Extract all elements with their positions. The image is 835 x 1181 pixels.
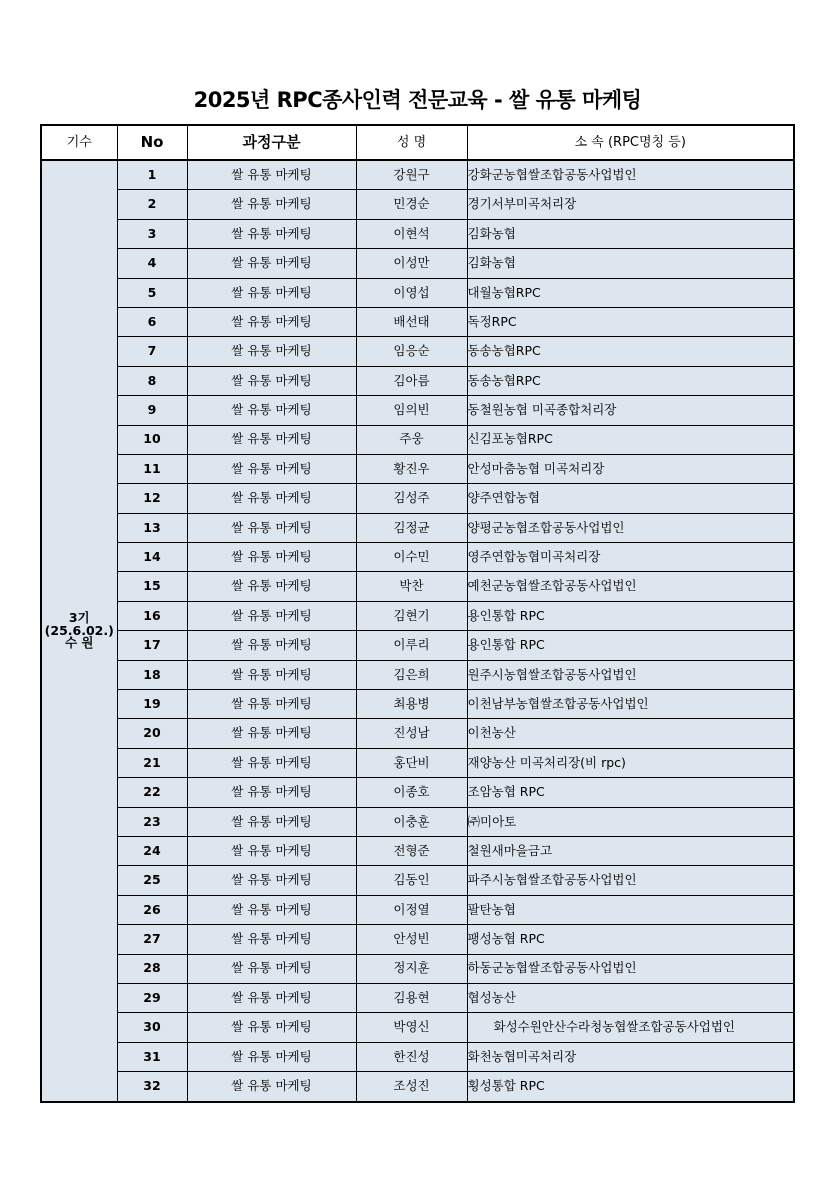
row-affiliation: 파주시농협쌀조합공동사업법인 bbox=[467, 866, 794, 895]
row-number: 23 bbox=[117, 807, 187, 836]
row-course: 쌀 유통 마케팅 bbox=[187, 1013, 356, 1042]
row-affiliation: 신김포농협RPC bbox=[467, 425, 794, 454]
table-header-row bbox=[41, 125, 794, 160]
table-row bbox=[41, 631, 794, 660]
row-course: 쌀 유통 마케팅 bbox=[187, 866, 356, 895]
row-name: 주웅 bbox=[356, 425, 467, 454]
page-title: 2025년 RPC종사인력 전문교육 - 쌀 유통 마케팅 bbox=[193, 88, 642, 112]
row-name: 김동인 bbox=[356, 866, 467, 895]
row-number: 19 bbox=[117, 690, 187, 719]
row-affiliation: 철원새마을금고 bbox=[467, 836, 794, 865]
row-name: 정지훈 bbox=[356, 954, 467, 983]
row-affiliation: 강화군농협쌀조합공동사업법인 bbox=[467, 160, 794, 190]
table-row bbox=[41, 190, 794, 219]
row-affiliation: 영주연합농협미곡처리장 bbox=[467, 543, 794, 572]
table-row bbox=[41, 396, 794, 425]
row-course: 쌀 유통 마케팅 bbox=[187, 337, 356, 366]
table-row bbox=[41, 778, 794, 807]
cohort-line3: 수 원 bbox=[64, 635, 94, 650]
row-course: 쌀 유통 마케팅 bbox=[187, 895, 356, 924]
row-name: 이성만 bbox=[356, 249, 467, 278]
row-course: 쌀 유통 마케팅 bbox=[187, 454, 356, 483]
row-number: 17 bbox=[117, 631, 187, 660]
row-course: 쌀 유통 마케팅 bbox=[187, 778, 356, 807]
table-row bbox=[41, 278, 794, 307]
header-affiliation: 소 속 (RPC명칭 등) bbox=[467, 125, 794, 160]
row-course: 쌀 유통 마케팅 bbox=[187, 660, 356, 689]
table-row bbox=[41, 484, 794, 513]
row-number: 6 bbox=[117, 307, 187, 336]
row-affiliation: 김화농협 bbox=[467, 249, 794, 278]
row-course: 쌀 유통 마케팅 bbox=[187, 543, 356, 572]
row-affiliation: 협성농산 bbox=[467, 983, 794, 1012]
row-name: 이현석 bbox=[356, 219, 467, 248]
row-number: 15 bbox=[117, 572, 187, 601]
row-course: 쌀 유통 마케팅 bbox=[187, 366, 356, 395]
row-course: 쌀 유통 마케팅 bbox=[187, 690, 356, 719]
row-name: 한진성 bbox=[356, 1042, 467, 1071]
table-row bbox=[41, 160, 794, 190]
row-affiliation: 경기서부미곡처리장 bbox=[467, 190, 794, 219]
row-number: 10 bbox=[117, 425, 187, 454]
row-name: 김성주 bbox=[356, 484, 467, 513]
table-row bbox=[41, 807, 794, 836]
row-name: 김정균 bbox=[356, 513, 467, 542]
row-number: 24 bbox=[117, 836, 187, 865]
row-name: 이종호 bbox=[356, 778, 467, 807]
row-course: 쌀 유통 마케팅 bbox=[187, 160, 356, 190]
row-course: 쌀 유통 마케팅 bbox=[187, 807, 356, 836]
row-name: 김은희 bbox=[356, 660, 467, 689]
table-row bbox=[41, 660, 794, 689]
row-number: 22 bbox=[117, 778, 187, 807]
row-course: 쌀 유통 마케팅 bbox=[187, 190, 356, 219]
row-number: 30 bbox=[117, 1013, 187, 1042]
table-row bbox=[41, 543, 794, 572]
row-affiliation: 화천농협미곡처리장 bbox=[467, 1042, 794, 1071]
table-row bbox=[41, 1072, 794, 1102]
row-number: 21 bbox=[117, 748, 187, 777]
row-course: 쌀 유통 마케팅 bbox=[187, 1072, 356, 1102]
row-name: 김용현 bbox=[356, 983, 467, 1012]
row-course: 쌀 유통 마케팅 bbox=[187, 983, 356, 1012]
row-course: 쌀 유통 마케팅 bbox=[187, 836, 356, 865]
row-name: 강원구 bbox=[356, 160, 467, 190]
row-affiliation: 안성마춤농협 미곡처리장 bbox=[467, 454, 794, 483]
row-name: 김아름 bbox=[356, 366, 467, 395]
row-number: 26 bbox=[117, 895, 187, 924]
row-affiliation: 동송농협RPC bbox=[467, 337, 794, 366]
row-name: 김현기 bbox=[356, 601, 467, 630]
row-course: 쌀 유통 마케팅 bbox=[187, 631, 356, 660]
row-name: 민경순 bbox=[356, 190, 467, 219]
row-affiliation: 화성수원안산수라청농협쌀조합공동사업법인 bbox=[467, 1013, 794, 1042]
row-number: 13 bbox=[117, 513, 187, 542]
participant-table bbox=[40, 124, 795, 1103]
row-course: 쌀 유통 마케팅 bbox=[187, 925, 356, 954]
row-course: 쌀 유통 마케팅 bbox=[187, 954, 356, 983]
table-row bbox=[41, 366, 794, 395]
row-number: 5 bbox=[117, 278, 187, 307]
table-row bbox=[41, 337, 794, 366]
row-affiliation: 횡성통합 RPC bbox=[467, 1072, 794, 1102]
row-number: 1 bbox=[117, 160, 187, 190]
header-cohort: 기수 bbox=[41, 125, 117, 160]
row-number: 9 bbox=[117, 396, 187, 425]
row-number: 4 bbox=[117, 249, 187, 278]
row-name: 안성빈 bbox=[356, 925, 467, 954]
row-name: 이정열 bbox=[356, 895, 467, 924]
row-name: 홍단비 bbox=[356, 748, 467, 777]
table-row bbox=[41, 572, 794, 601]
table-row bbox=[41, 219, 794, 248]
row-name: 진성남 bbox=[356, 719, 467, 748]
row-affiliation: 조암농협 RPC bbox=[467, 778, 794, 807]
row-course: 쌀 유통 마케팅 bbox=[187, 219, 356, 248]
table-row bbox=[41, 925, 794, 954]
row-name: 이루리 bbox=[356, 631, 467, 660]
row-affiliation: 양평군농협조합공동사업법인 bbox=[467, 513, 794, 542]
row-number: 11 bbox=[117, 454, 187, 483]
row-course: 쌀 유통 마케팅 bbox=[187, 601, 356, 630]
table-row bbox=[41, 954, 794, 983]
row-course: 쌀 유통 마케팅 bbox=[187, 396, 356, 425]
row-course: 쌀 유통 마케팅 bbox=[187, 748, 356, 777]
table-row bbox=[41, 719, 794, 748]
row-affiliation: 대월농협RPC bbox=[467, 278, 794, 307]
row-affiliation: 원주시농협쌀조합공동사업법인 bbox=[467, 660, 794, 689]
row-name: 황진우 bbox=[356, 454, 467, 483]
row-course: 쌀 유통 마케팅 bbox=[187, 1042, 356, 1071]
row-number: 20 bbox=[117, 719, 187, 748]
row-course: 쌀 유통 마케팅 bbox=[187, 425, 356, 454]
row-name: 조성진 bbox=[356, 1072, 467, 1102]
row-number: 25 bbox=[117, 866, 187, 895]
row-name: 이영섭 bbox=[356, 278, 467, 307]
row-affiliation: 용인통합 RPC bbox=[467, 631, 794, 660]
row-affiliation: 동철원농협 미곡종합처리장 bbox=[467, 396, 794, 425]
row-name: 박찬 bbox=[356, 572, 467, 601]
cohort-cell bbox=[41, 160, 117, 1102]
row-name: 이수민 bbox=[356, 543, 467, 572]
row-number: 2 bbox=[117, 190, 187, 219]
row-name: 임의빈 bbox=[356, 396, 467, 425]
row-name: 최용병 bbox=[356, 690, 467, 719]
row-affiliation: 김화농협 bbox=[467, 219, 794, 248]
row-number: 31 bbox=[117, 1042, 187, 1071]
row-number: 29 bbox=[117, 983, 187, 1012]
row-affiliation: 팔탄농협 bbox=[467, 895, 794, 924]
row-affiliation: 동송농협RPC bbox=[467, 366, 794, 395]
row-number: 16 bbox=[117, 601, 187, 630]
row-course: 쌀 유통 마케팅 bbox=[187, 307, 356, 336]
header-name: 성 명 bbox=[356, 125, 467, 160]
row-name: 이충훈 bbox=[356, 807, 467, 836]
table-row bbox=[41, 1042, 794, 1071]
row-affiliation: 예천군농협쌀조합공동사업법인 bbox=[467, 572, 794, 601]
row-affiliation: 재양농산 미곡처리장(비 rpc) bbox=[467, 748, 794, 777]
row-affiliation: 이천농산 bbox=[467, 719, 794, 748]
table-row bbox=[41, 748, 794, 777]
row-number: 27 bbox=[117, 925, 187, 954]
row-number: 32 bbox=[117, 1072, 187, 1102]
row-number: 12 bbox=[117, 484, 187, 513]
row-number: 3 bbox=[117, 219, 187, 248]
row-number: 8 bbox=[117, 366, 187, 395]
row-affiliation: 용인통합 RPC bbox=[467, 601, 794, 630]
table-row bbox=[41, 307, 794, 336]
row-affiliation: 독정RPC bbox=[467, 307, 794, 336]
table-row bbox=[41, 836, 794, 865]
table-row bbox=[41, 690, 794, 719]
table-row bbox=[41, 425, 794, 454]
row-course: 쌀 유통 마케팅 bbox=[187, 513, 356, 542]
row-name: 임응순 bbox=[356, 337, 467, 366]
table-row bbox=[41, 249, 794, 278]
row-course: 쌀 유통 마케팅 bbox=[187, 278, 356, 307]
row-name: 박영신 bbox=[356, 1013, 467, 1042]
row-affiliation: 이천남부농협쌀조합공동사업법인 bbox=[467, 690, 794, 719]
table-body bbox=[41, 160, 794, 1102]
row-course: 쌀 유통 마케팅 bbox=[187, 719, 356, 748]
row-name: 배선태 bbox=[356, 307, 467, 336]
table-row bbox=[41, 454, 794, 483]
row-course: 쌀 유통 마케팅 bbox=[187, 484, 356, 513]
table-row bbox=[41, 1013, 794, 1042]
table-row bbox=[41, 983, 794, 1012]
cohort-line2: (25.6.02.) bbox=[44, 622, 114, 638]
table-row bbox=[41, 513, 794, 542]
row-course: 쌀 유통 마케팅 bbox=[187, 249, 356, 278]
cohort-line1: 3기 bbox=[68, 610, 90, 625]
row-number: 14 bbox=[117, 543, 187, 572]
header-no: No bbox=[117, 125, 187, 160]
table-row bbox=[41, 866, 794, 895]
row-affiliation: 양주연합농협 bbox=[467, 484, 794, 513]
row-number: 7 bbox=[117, 337, 187, 366]
row-number: 28 bbox=[117, 954, 187, 983]
table-row bbox=[41, 601, 794, 630]
row-name: 전형준 bbox=[356, 836, 467, 865]
row-affiliation: ㈜미아토 bbox=[467, 807, 794, 836]
table-row bbox=[41, 895, 794, 924]
row-number: 18 bbox=[117, 660, 187, 689]
row-affiliation: 하동군농협쌀조합공동사업법인 bbox=[467, 954, 794, 983]
header-course: 과정구분 bbox=[187, 125, 356, 160]
row-course: 쌀 유통 마케팅 bbox=[187, 572, 356, 601]
row-affiliation: 팽성농협 RPC bbox=[467, 925, 794, 954]
